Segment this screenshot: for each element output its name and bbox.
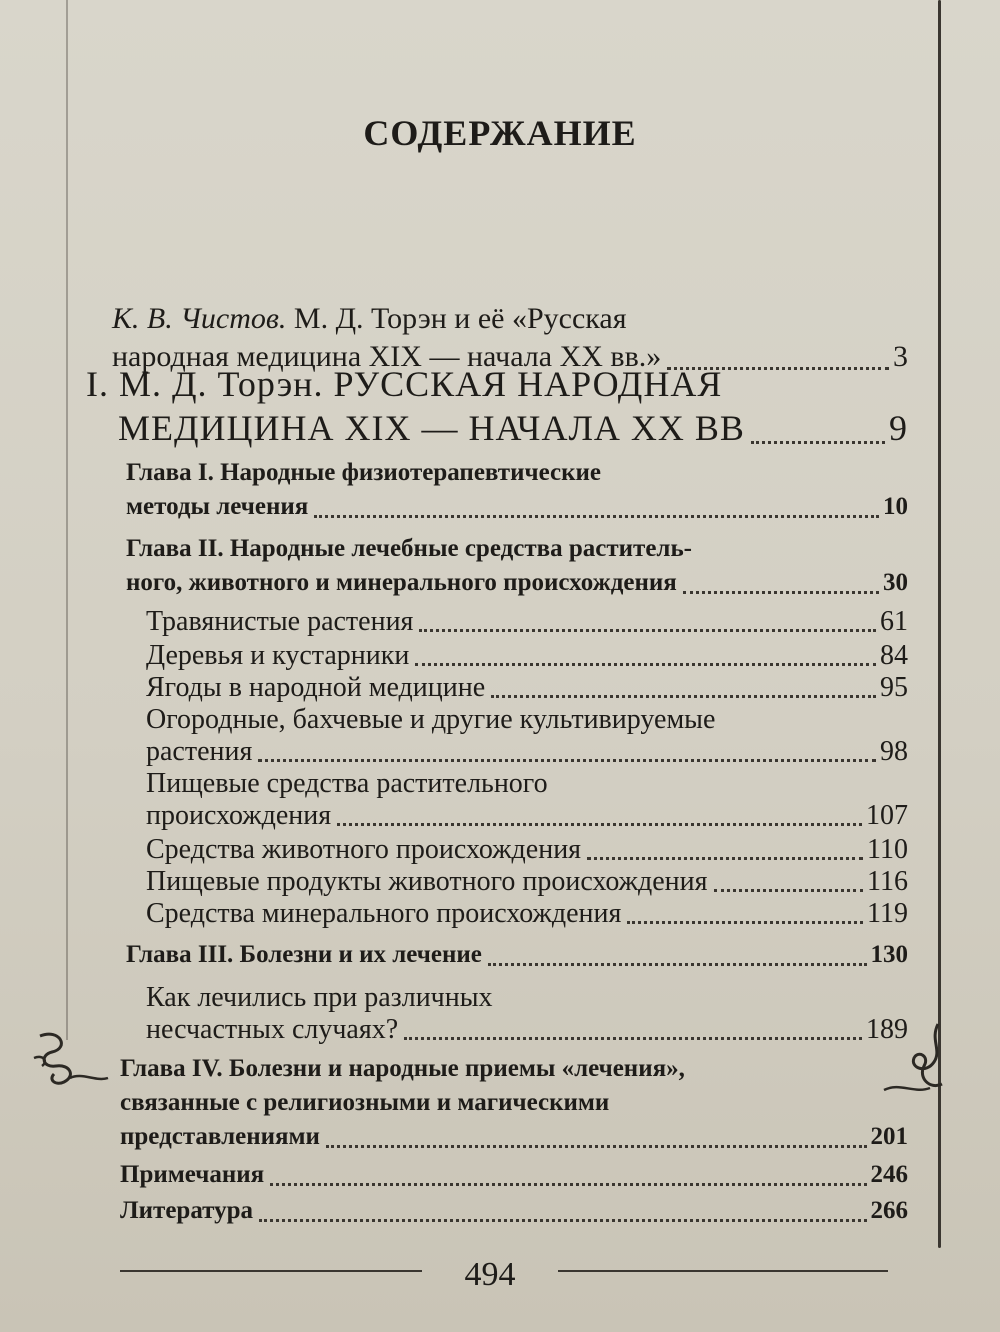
page-number: 189 — [866, 1014, 908, 1045]
toc-entry-line: народная медицина XIX — начала XX вв.» — [112, 340, 662, 373]
leader-dots — [314, 515, 879, 518]
toc-entry-line: Глава II. Народные лечебные средства раститель- — [126, 535, 693, 562]
flourish-ornament-icon — [880, 1020, 950, 1100]
flourish-ornament-icon — [30, 1028, 110, 1088]
page-number: 10 — [883, 493, 908, 520]
page-folio-number: 494 — [464, 1256, 516, 1293]
toc-entry-line: Огородные, бахчевые и другие культивируемые — [146, 704, 716, 735]
toc-entry-text: М. Д. Торэн и её «Русская — [286, 302, 627, 335]
page-number: 107 — [866, 800, 908, 831]
page-number: 95 — [880, 672, 908, 703]
toc-entry-line: Ягоды в народной медицине — [146, 672, 486, 703]
toc-entry-line: Средства животного происхождения — [146, 834, 582, 865]
toc-entry-notes — [120, 1158, 908, 1192]
toc-entry-subsection — [146, 898, 908, 930]
toc-entry-chapter-4 — [120, 1052, 908, 1154]
toc-entry-chapter-2 — [126, 532, 908, 600]
toc-entry-subsection — [146, 704, 908, 768]
leader-dots — [491, 695, 876, 698]
toc-entry-line: ного, животного и минерального происхождения — [126, 569, 677, 596]
page-number: 61 — [880, 606, 908, 637]
toc-entry-subsection — [146, 640, 908, 672]
author-name: К. В. Чистов. — [112, 302, 287, 335]
toc-entry-line: Примечания — [120, 1161, 265, 1188]
toc-entry-line: методы лечения — [126, 493, 309, 520]
leader-dots — [404, 1037, 862, 1040]
leader-dots — [419, 629, 876, 632]
toc-entry-line: растения — [146, 736, 253, 767]
toc-entry-subsection — [146, 672, 908, 704]
leader-dots — [326, 1145, 867, 1148]
toc-entry-subsection — [146, 834, 908, 866]
toc-entry-chapter-3 — [126, 938, 908, 972]
page-number: 130 — [870, 941, 908, 968]
page-number: 110 — [867, 834, 908, 865]
leader-dots — [488, 963, 867, 966]
leader-dots — [751, 441, 885, 444]
toc-entry-line: Деревья и кустарники — [146, 640, 410, 671]
toc-entry-line: Как лечились при различных — [146, 982, 493, 1013]
toc-entry-line: Пищевые средства растительного — [146, 768, 548, 799]
toc-entry-line: I. М. Д. Торэн. РУССКАЯ НАРОДНАЯ — [86, 364, 723, 404]
leader-dots — [337, 823, 862, 826]
footer-rule-left — [120, 1270, 422, 1272]
toc-entry-line: Средства минерального происхождения — [146, 898, 622, 929]
page-title: СОДЕРЖАНИЕ — [363, 113, 637, 153]
page-number: 9 — [889, 408, 908, 448]
page-number: 266 — [870, 1197, 908, 1224]
page-number: 3 — [893, 340, 908, 373]
toc-entry-subsection — [146, 982, 908, 1046]
toc-entry-line: Пищевые продукты животного происхождения — [146, 866, 708, 897]
page-number: 30 — [883, 569, 908, 596]
toc-entry-line: Травянистые растения — [146, 606, 414, 637]
page-number: 119 — [867, 898, 908, 929]
toc-entry-line — [112, 300, 908, 338]
page-number: 116 — [867, 866, 908, 897]
page-number: 98 — [880, 736, 908, 767]
toc-entry-subsection — [146, 606, 908, 638]
leader-dots — [714, 889, 864, 892]
toc-entry-line: Глава IV. Болезни и народные приемы «лечения», — [120, 1055, 685, 1082]
page-number: 84 — [880, 640, 908, 671]
footer-rule-right — [558, 1270, 888, 1272]
toc-entry-line: МЕДИЦИНА XIX — НАЧАЛА XX ВВ — [118, 408, 745, 448]
toc-entry-line: происхождения — [146, 800, 332, 831]
toc-entry-part-1 — [86, 362, 908, 450]
leader-dots — [258, 759, 876, 762]
leader-dots — [587, 857, 863, 860]
page-number: 246 — [870, 1161, 908, 1188]
toc-entry-line: представлениями — [120, 1123, 320, 1150]
toc-entry-chapter-1 — [126, 456, 908, 524]
toc-entry-subsection — [146, 866, 908, 898]
leader-dots — [683, 591, 879, 594]
toc-entry-line: связанные с религиозными и магическими — [120, 1089, 610, 1116]
leader-dots — [259, 1219, 866, 1222]
page-number: 201 — [870, 1123, 908, 1150]
leader-dots — [627, 921, 863, 924]
toc-entry-line: Литература — [120, 1197, 254, 1224]
toc-entry-line: Глава I. Народные физиотерапевтические — [126, 459, 601, 486]
toc-entry-line: Глава III. Болезни и их лечение — [126, 941, 482, 968]
toc-entry-subsection — [146, 768, 908, 832]
leader-dots — [270, 1183, 866, 1186]
leader-dots — [415, 663, 876, 666]
toc-entry-line: несчастных случаях? — [146, 1014, 399, 1045]
toc-entry-literature — [120, 1194, 908, 1228]
